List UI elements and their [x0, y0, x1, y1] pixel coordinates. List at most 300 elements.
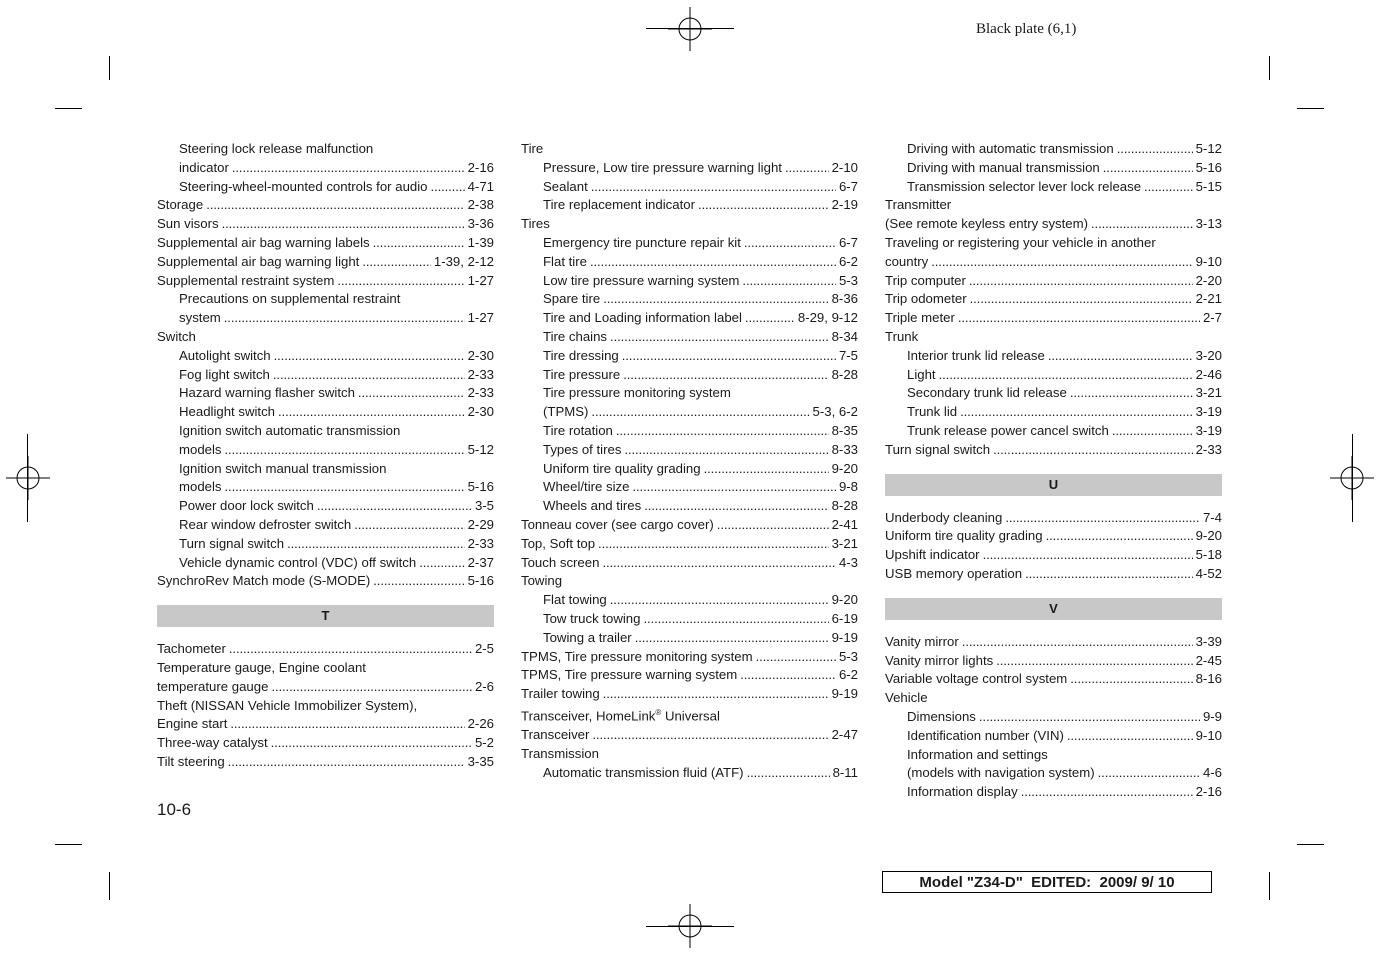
- index-entry: [885, 441, 1222, 460]
- entry-text: Storage: [157, 197, 204, 213]
- index-column-1: [157, 140, 494, 772]
- entry-text: Tire replacement indicator: [543, 197, 695, 213]
- index-entry: [885, 764, 1222, 783]
- entry-page: 3-21: [831, 535, 858, 551]
- index-heading: Tire: [521, 141, 544, 156]
- entry-text: Pressure, Low tire pressure warning light: [543, 159, 782, 175]
- entry-page: 2-5: [474, 641, 494, 657]
- index-entry: [521, 253, 858, 272]
- entry-text-part: Ignition switch manual transmission: [179, 460, 387, 476]
- index-entry: [521, 272, 858, 291]
- entry-text: Fog light switch: [179, 366, 270, 382]
- index-entry: [521, 403, 858, 422]
- dot-leader: [622, 347, 836, 366]
- entry-text-line: [157, 290, 494, 309]
- entry-page: 3-19: [1195, 422, 1222, 438]
- dot-leader: [643, 610, 828, 629]
- index-entry: [885, 633, 1222, 652]
- section-letter-bar: U: [885, 474, 1222, 496]
- entry-text-line: [885, 196, 1222, 215]
- index-entry: [885, 253, 1222, 272]
- entry-text-part: Universal: [661, 708, 720, 724]
- registration-mark-left: [6, 456, 50, 500]
- dot-leader: [287, 535, 465, 554]
- index-entry: [885, 727, 1222, 746]
- crop-mark-bottom-right-v: [1269, 872, 1270, 900]
- index-entry: [157, 497, 494, 516]
- entry-page: 2-37: [467, 554, 494, 570]
- entry-page: 5-18: [1195, 547, 1222, 563]
- index-entry: [885, 422, 1222, 441]
- dot-leader: [273, 366, 465, 385]
- entry-text: (See remote keyless entry system): [885, 216, 1089, 232]
- index-entry: [885, 272, 1222, 291]
- entry-text: Turn signal switch: [179, 535, 285, 551]
- dot-leader: [1098, 764, 1200, 783]
- dot-leader: [232, 159, 465, 178]
- entry-page: 3-35: [467, 753, 494, 769]
- entry-text-part: Ignition switch automatic transmission: [179, 422, 401, 438]
- index-entry: [157, 234, 494, 253]
- index-heading: Transmission: [521, 745, 599, 761]
- index-heading: Vehicle: [885, 690, 928, 706]
- dot-leader: [623, 366, 828, 385]
- entry-text: Top, Soft top: [521, 535, 596, 551]
- crop-mark-top-left-h: [55, 108, 82, 109]
- entry-text: Flat tire: [543, 253, 587, 269]
- dot-leader: [747, 764, 830, 783]
- dot-leader: [591, 178, 836, 197]
- entry-text: Trailer towing: [521, 686, 600, 702]
- entry-text-part: Steering lock release malfunction: [179, 141, 374, 156]
- entry-text: Tonneau cover (see cargo cover): [521, 516, 714, 532]
- entry-page: 5-15: [1195, 178, 1222, 194]
- entry-page: 6-19: [831, 610, 858, 626]
- dot-leader: [590, 253, 836, 272]
- registration-mark-bottom: [668, 904, 712, 948]
- dot-leader: [271, 678, 472, 697]
- index-entry: [885, 347, 1222, 366]
- entry-text-line: [521, 704, 858, 726]
- entry-text: models: [179, 441, 222, 457]
- entry-text: Headlight switch: [179, 404, 276, 420]
- entry-page: 2-45: [1195, 652, 1222, 668]
- dot-leader: [616, 422, 829, 441]
- entry-page: 9-19: [831, 629, 858, 645]
- entry-page: 3-39: [1195, 633, 1222, 649]
- entry-page: 2-16: [467, 159, 494, 175]
- entry-page: 7-4: [1202, 509, 1222, 525]
- dot-leader: [610, 591, 829, 610]
- entry-page: 1-39, 2-12: [433, 253, 494, 269]
- dot-leader: [225, 478, 465, 497]
- entry-text: Sealant: [543, 178, 588, 194]
- index-entry: [521, 347, 858, 366]
- entry-page: 9-20: [1195, 528, 1222, 544]
- entry-text: Driving with manual transmission: [907, 159, 1100, 175]
- dot-leader: [1091, 215, 1193, 234]
- index-entry: [885, 178, 1222, 197]
- entry-page: 4-52: [1195, 565, 1222, 581]
- index-entry: [521, 290, 858, 309]
- index-entry: [157, 753, 494, 772]
- entry-text: Types of tires: [543, 441, 622, 457]
- index-entry: [521, 764, 858, 783]
- dot-leader: [624, 441, 828, 460]
- entry-text-part: Transmitter: [885, 197, 952, 213]
- dot-leader: [983, 546, 1193, 565]
- dot-leader: [602, 554, 836, 573]
- entry-page: 7-5: [838, 347, 858, 363]
- index-entry: [885, 708, 1222, 727]
- dot-leader: [1067, 727, 1193, 746]
- entry-text: indicator: [179, 159, 229, 175]
- entry-text: Transceiver: [521, 727, 590, 743]
- entry-page: 5-3: [838, 648, 858, 664]
- entry-text: system: [179, 310, 221, 326]
- entry-page: 8-35: [831, 422, 858, 438]
- entry-text: Emergency tire puncture repair kit: [543, 234, 741, 250]
- entry-page: 2-46: [1195, 366, 1222, 382]
- index-entry: [521, 610, 858, 629]
- index-entry: [521, 366, 858, 385]
- entry-page: 2-26: [467, 716, 494, 732]
- crop-mark-bottom-left-v: [109, 872, 110, 900]
- dot-leader: [632, 478, 835, 497]
- index-entry: [157, 640, 494, 659]
- entry-text-line: [157, 140, 494, 159]
- entry-text: Underbody cleaning: [885, 509, 1003, 525]
- entry-page: 3-36: [467, 216, 494, 232]
- entry-page: 3-13: [1195, 216, 1222, 232]
- entry-page: 2-41: [831, 516, 858, 532]
- dot-leader: [931, 253, 1192, 272]
- index-heading: Tires: [521, 216, 550, 232]
- dot-leader: [603, 290, 828, 309]
- index-heading: Switch: [157, 328, 196, 344]
- entry-text: Tire chains: [543, 328, 608, 344]
- entry-page: 2-29: [467, 516, 494, 532]
- entry-text: Vanity mirror lights: [885, 652, 994, 668]
- dot-leader: [717, 516, 829, 535]
- index-entry: [157, 347, 494, 366]
- index-entry: [157, 554, 494, 573]
- dot-leader: [740, 666, 836, 685]
- entry-page: 6-2: [838, 667, 858, 683]
- index-entry: [521, 648, 858, 667]
- dot-leader: [362, 253, 431, 272]
- index-entry: [521, 629, 858, 648]
- dot-leader: [271, 734, 472, 753]
- entry-text: Wheels and tires: [543, 498, 642, 514]
- registered-mark: ®: [655, 707, 662, 717]
- entry-text: TPMS, Tire pressure warning system: [521, 667, 738, 683]
- dot-leader: [1112, 422, 1193, 441]
- entry-page: 2-16: [1195, 784, 1222, 800]
- dot-leader: [274, 347, 465, 366]
- entry-text-part: Tire pressure monitoring system: [543, 385, 731, 401]
- dot-leader: [1025, 565, 1193, 584]
- dot-leader: [1117, 140, 1193, 159]
- index-entry: [885, 652, 1222, 671]
- dot-leader: [1103, 159, 1193, 178]
- index-column-3: [885, 140, 1222, 802]
- index-entry: [157, 178, 494, 197]
- entry-text: Identification number (VIN): [907, 727, 1064, 743]
- index-entry: [521, 478, 858, 497]
- entry-text: Light: [907, 366, 936, 382]
- entry-page: 8-33: [831, 441, 858, 457]
- dot-leader: [958, 309, 1200, 328]
- entry-text-line: [885, 234, 1222, 253]
- entry-page: 2-38: [467, 197, 494, 213]
- entry-text: Vehicle dynamic control (VDC) off switch: [179, 554, 417, 570]
- dot-leader: [222, 215, 465, 234]
- entry-text: USB memory operation: [885, 565, 1023, 581]
- entry-text: models: [179, 479, 222, 495]
- entry-text-part: Precautions on supplemental restraint: [179, 291, 401, 307]
- dot-leader: [1070, 670, 1192, 689]
- index-entry: [885, 403, 1222, 422]
- entry-page: 5-16: [467, 573, 494, 589]
- crop-mark-top-right-v: [1269, 56, 1270, 80]
- entry-text: Sun visors: [157, 216, 219, 232]
- entry-text: Transmission selector lever lock release: [907, 178, 1142, 194]
- entry-text: (TPMS): [543, 404, 589, 420]
- entry-page: 8-29, 9-12: [797, 310, 858, 326]
- index-entry: [521, 685, 858, 704]
- dot-leader: [962, 633, 1193, 652]
- entry-page: 8-34: [831, 328, 858, 344]
- entry-page: 2-19: [831, 197, 858, 213]
- crop-mark-top-right-h: [1297, 108, 1324, 109]
- dot-leader: [337, 272, 464, 291]
- entry-text-part: Transceiver, HomeLink: [521, 708, 656, 724]
- entry-text: Tow truck towing: [543, 610, 641, 626]
- index-entry: [521, 497, 858, 516]
- dot-leader: [419, 554, 464, 573]
- dot-leader: [698, 196, 829, 215]
- entry-page: 8-11: [832, 764, 858, 780]
- entry-text-part: Theft (NISSAN Vehicle Immobilizer System),: [157, 697, 418, 713]
- index-entry: [157, 253, 494, 272]
- dot-leader: [1144, 178, 1193, 197]
- entry-text: Hazard warning flasher switch: [179, 385, 355, 401]
- dot-leader: [358, 384, 465, 403]
- entry-text: Upshift indicator: [885, 547, 980, 563]
- entry-text-part: Temperature gauge, Engine coolant: [157, 659, 366, 675]
- index-entry: [885, 290, 1222, 309]
- entry-text: SynchroRev Match mode (S-MODE): [157, 573, 371, 589]
- entry-page: 5-12: [1195, 141, 1222, 156]
- entry-text: Tire rotation: [543, 422, 613, 438]
- crop-mark-bottom-right-h: [1297, 844, 1324, 845]
- index-entry: [521, 460, 858, 479]
- dot-leader: [431, 178, 465, 197]
- dot-leader: [756, 648, 836, 667]
- entry-text: Trunk release power cancel switch: [907, 422, 1109, 438]
- entry-page: 3-20: [1195, 347, 1222, 363]
- dot-leader: [610, 328, 829, 347]
- index-entry: [157, 384, 494, 403]
- index-entry: [157, 441, 494, 460]
- index-entry: [521, 516, 858, 535]
- dot-leader: [230, 715, 464, 734]
- dot-leader: [373, 572, 464, 591]
- entry-text: Three-way catalyst: [157, 735, 268, 751]
- dot-leader: [228, 753, 465, 772]
- index-entry: [521, 196, 858, 215]
- index-entry: [885, 366, 1222, 385]
- index-entry: [521, 591, 858, 610]
- entry-page: 8-28: [831, 366, 858, 382]
- index-entry: [157, 478, 494, 497]
- entry-text: Uniform tire quality grading: [885, 528, 1043, 544]
- dot-leader: [996, 652, 1192, 671]
- index-entry: [521, 159, 858, 178]
- entry-page: 8-36: [831, 291, 858, 307]
- entry-page: 2-30: [467, 404, 494, 420]
- index-entry: [521, 328, 858, 347]
- entry-page: 4-3: [838, 554, 858, 570]
- dot-leader: [969, 272, 1193, 291]
- entry-page: 9-20: [831, 592, 858, 608]
- entry-text: Dimensions: [907, 708, 976, 724]
- entry-text: temperature gauge: [157, 678, 269, 694]
- dot-leader: [1021, 783, 1193, 802]
- entry-text: Low tire pressure warning system: [543, 272, 740, 288]
- entry-text-part: Traveling or registering your vehicle in another: [885, 234, 1156, 250]
- entry-page: 5-16: [467, 479, 494, 495]
- dot-leader: [224, 309, 465, 328]
- entry-page: 2-21: [1195, 291, 1222, 307]
- entry-text: Triple meter: [885, 310, 955, 326]
- index-entry: [521, 178, 858, 197]
- entry-page: 5-2: [474, 735, 494, 751]
- entry-text: Uniform tire quality grading: [543, 460, 701, 476]
- registration-mark-right: [1330, 456, 1374, 500]
- dot-leader: [960, 403, 1193, 422]
- dot-leader: [225, 441, 465, 460]
- entry-text-line: [157, 659, 494, 678]
- entry-text: Autolight switch: [179, 347, 271, 363]
- entry-page: 2-47: [831, 727, 858, 743]
- entry-text: Engine start: [157, 716, 228, 732]
- entry-text: Steering-wheel-mounted controls for audio: [179, 178, 428, 194]
- entry-page: 3-5: [474, 498, 494, 514]
- entry-page: 8-16: [1195, 671, 1222, 687]
- entry-page: 9-20: [831, 460, 858, 476]
- entry-text-part: Information and settings: [907, 746, 1048, 762]
- entry-page: 2-10: [831, 159, 858, 175]
- dot-leader: [745, 309, 795, 328]
- entry-page: 1-39: [467, 234, 494, 250]
- entry-page: 4-71: [467, 178, 494, 194]
- entry-text: Flat towing: [543, 592, 607, 608]
- entry-page: 2-33: [467, 366, 494, 382]
- plate-label: Black plate (6,1): [976, 21, 1077, 37]
- entry-page: 6-7: [838, 178, 858, 194]
- index-entry: [157, 516, 494, 535]
- entry-page: 9-9: [1202, 708, 1222, 724]
- entry-text: Variable voltage control system: [885, 671, 1068, 687]
- index-entry: [521, 422, 858, 441]
- index-entry: [521, 535, 858, 554]
- index-entry: [157, 215, 494, 234]
- dot-leader: [704, 460, 829, 479]
- entry-page: 5-16: [1195, 159, 1222, 175]
- entry-page: 6-2: [838, 253, 858, 269]
- entry-page: 1-27: [467, 310, 494, 326]
- entry-text: Automatic transmission fluid (ATF): [543, 764, 744, 780]
- entry-text: Vanity mirror: [885, 633, 959, 649]
- entry-text: Spare tire: [543, 291, 601, 307]
- entry-text: Driving with automatic transmission: [907, 141, 1114, 156]
- index-entry: [157, 159, 494, 178]
- entry-page: 5-3, 6-2: [812, 404, 858, 420]
- dot-leader: [742, 272, 836, 291]
- entry-text-line: [157, 422, 494, 441]
- index-entry: [885, 565, 1222, 584]
- entry-text: Tire pressure: [543, 366, 621, 382]
- entry-page: 8-28: [831, 498, 858, 514]
- entry-text-line: [521, 384, 858, 403]
- dot-leader: [993, 441, 1193, 460]
- entry-page: 2-7: [1202, 310, 1222, 326]
- index-entry: [521, 554, 858, 573]
- entry-text: Tire and Loading information label: [543, 310, 742, 326]
- dot-leader: [1070, 384, 1193, 403]
- dot-leader: [970, 290, 1193, 309]
- entry-text: Towing a trailer: [543, 629, 632, 645]
- index-entry: [157, 272, 494, 291]
- entry-text: TPMS, Tire pressure monitoring system: [521, 648, 753, 664]
- entry-text: Rear window defroster switch: [179, 516, 352, 532]
- entry-text: Trip computer: [885, 272, 966, 288]
- index-entry: [521, 309, 858, 328]
- entry-page: 9-10: [1195, 253, 1222, 269]
- entry-page: 2-30: [467, 347, 494, 363]
- section-letter-bar: V: [885, 598, 1222, 620]
- entry-page: 3-19: [1195, 404, 1222, 420]
- index-entry: [521, 726, 858, 745]
- entry-text: Information display: [907, 784, 1018, 800]
- entry-page: 9-8: [838, 479, 858, 495]
- entry-text: Supplemental restraint system: [157, 272, 335, 288]
- model-edition-box: Model "Z34-D" EDITED: 2009/ 9/ 10: [882, 871, 1212, 893]
- entry-text: Trunk lid: [907, 404, 958, 420]
- index-entry: [521, 666, 858, 685]
- index-entry: [885, 309, 1222, 328]
- dot-leader: [317, 497, 472, 516]
- index-entry: [157, 366, 494, 385]
- page-number: 10-6: [157, 800, 192, 819]
- dot-leader: [979, 708, 1200, 727]
- entry-text: Power door lock switch: [179, 498, 314, 514]
- dot-leader: [591, 403, 809, 422]
- entry-page: 9-19: [831, 686, 858, 702]
- entry-text: Wheel/tire size: [543, 479, 630, 495]
- index-heading: Towing: [521, 573, 563, 589]
- index-entry: [157, 309, 494, 328]
- index-entry: [521, 234, 858, 253]
- index-entry: [157, 403, 494, 422]
- index-heading: Trunk: [885, 328, 919, 344]
- entry-text: Trip odometer: [885, 291, 967, 307]
- index-entry: [157, 196, 494, 215]
- dot-leader: [229, 640, 472, 659]
- entry-text: Secondary trunk lid release: [907, 385, 1067, 401]
